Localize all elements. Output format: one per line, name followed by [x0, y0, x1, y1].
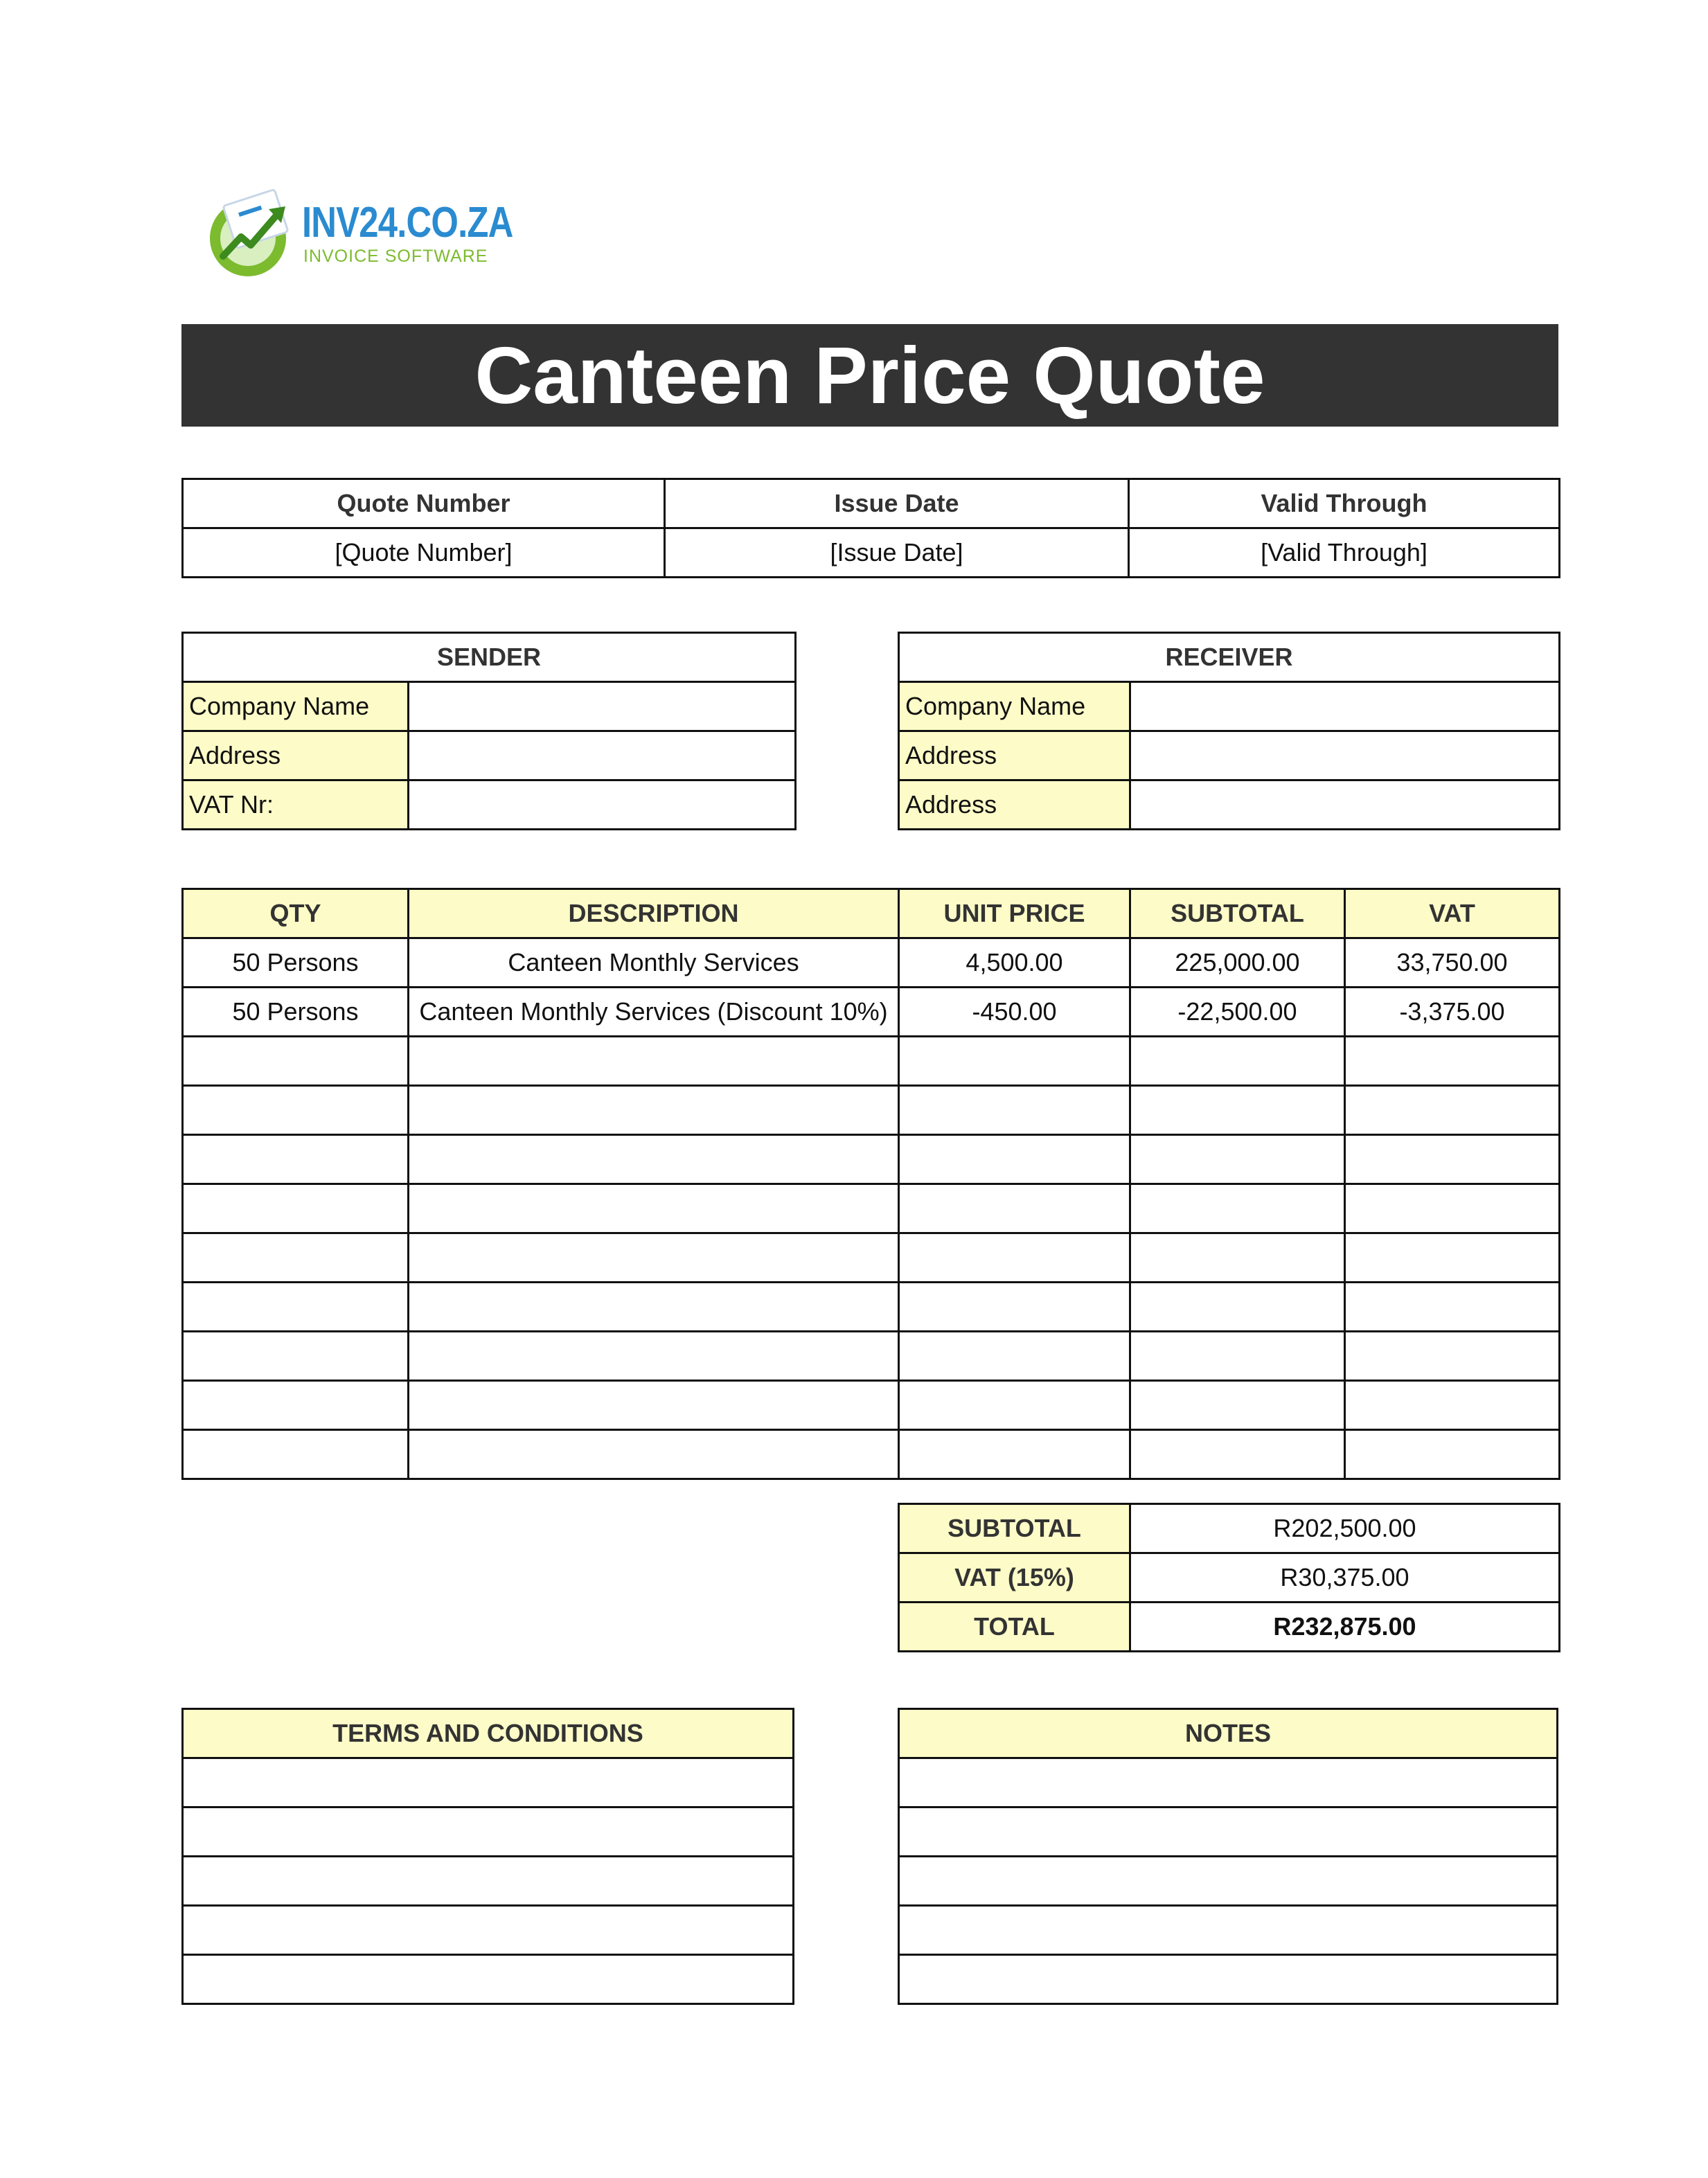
description-cell[interactable]	[409, 1086, 899, 1135]
qty-cell[interactable]	[183, 1184, 409, 1233]
sender-vat-field[interactable]	[409, 780, 796, 830]
subtotal-cell[interactable]	[1130, 1381, 1345, 1430]
vat-cell[interactable]	[1345, 1037, 1560, 1086]
notes-line[interactable]	[899, 1906, 1558, 1955]
qty-cell[interactable]	[183, 1135, 409, 1184]
vat-label: VAT (15%)	[899, 1553, 1130, 1603]
terms-heading: TERMS AND CONDITIONS	[183, 1709, 794, 1758]
sender-heading: SENDER	[183, 633, 796, 682]
unit-price-cell[interactable]	[899, 1430, 1130, 1479]
unit-price-header: UNIT PRICE	[899, 889, 1130, 938]
unit-price-cell[interactable]	[899, 1233, 1130, 1283]
sender-address-field[interactable]	[409, 731, 796, 780]
valid-through-field[interactable]: [Valid Through]	[1129, 528, 1560, 578]
total-value: R232,875.00	[1130, 1603, 1560, 1652]
subtotal-cell[interactable]	[1130, 1233, 1345, 1283]
description-cell[interactable]	[409, 1037, 899, 1086]
vat-cell[interactable]	[1345, 1233, 1560, 1283]
meta-value-row	[183, 528, 1560, 578]
item-row	[183, 1184, 1560, 1233]
quote-number-field[interactable]: [Quote Number]	[183, 528, 665, 578]
qty-cell[interactable]	[183, 1233, 409, 1283]
receiver-company-label: Company Name	[899, 682, 1130, 731]
items-header-row	[183, 889, 1560, 938]
terms-table	[181, 1708, 794, 2005]
qty-cell[interactable]	[183, 1086, 409, 1135]
receiver-address2-label: Address	[899, 780, 1130, 830]
item-row	[183, 1381, 1560, 1430]
item-row	[183, 1430, 1560, 1479]
receiver-table	[898, 632, 1560, 830]
totals-table	[898, 1503, 1560, 1652]
vat-header: VAT	[1345, 889, 1560, 938]
qty-header: QTY	[183, 889, 409, 938]
vat-cell[interactable]	[1345, 1086, 1560, 1135]
description-cell[interactable]	[409, 1332, 899, 1381]
notes-line[interactable]	[899, 1807, 1558, 1857]
vat-cell[interactable]: 33,750.00	[1345, 938, 1560, 988]
sender-vat-label: VAT Nr:	[183, 780, 409, 830]
vat-cell[interactable]	[1345, 1332, 1560, 1381]
item-row	[183, 988, 1560, 1037]
receiver-company-field[interactable]	[1130, 682, 1560, 731]
subtotal-cell[interactable]	[1130, 1430, 1345, 1479]
vat-cell[interactable]	[1345, 1430, 1560, 1479]
line-items-table	[181, 888, 1560, 1480]
subtotal-value: R202,500.00	[1130, 1504, 1560, 1553]
item-row	[183, 1233, 1560, 1283]
description-cell[interactable]	[409, 1135, 899, 1184]
total-label: TOTAL	[899, 1603, 1130, 1652]
unit-price-cell[interactable]: -450.00	[899, 988, 1130, 1037]
qty-cell[interactable]	[183, 1037, 409, 1086]
qty-cell[interactable]	[183, 1332, 409, 1381]
qty-cell[interactable]	[183, 1381, 409, 1430]
description-cell[interactable]	[409, 1283, 899, 1332]
growth-arrow-icon	[208, 188, 298, 278]
description-header: DESCRIPTION	[409, 889, 899, 938]
description-cell[interactable]	[409, 1381, 899, 1430]
terms-line[interactable]	[183, 1906, 794, 1955]
subtotal-cell[interactable]	[1130, 1037, 1345, 1086]
quote-meta-table	[181, 478, 1560, 578]
subtotal-cell[interactable]	[1130, 1332, 1345, 1381]
vat-cell[interactable]	[1345, 1184, 1560, 1233]
receiver-address2-field[interactable]	[1130, 780, 1560, 830]
terms-line[interactable]	[183, 1758, 794, 1807]
subtotal-cell[interactable]	[1130, 1184, 1345, 1233]
item-row	[183, 938, 1560, 988]
description-cell[interactable]	[409, 1233, 899, 1283]
notes-heading: NOTES	[899, 1709, 1558, 1758]
sender-table	[181, 632, 797, 830]
subtotal-label: SUBTOTAL	[899, 1504, 1130, 1553]
terms-line[interactable]	[183, 1807, 794, 1857]
meta-header-row	[183, 479, 1560, 528]
subtotal-cell[interactable]: 225,000.00	[1130, 938, 1345, 988]
description-cell[interactable]	[409, 1430, 899, 1479]
subtotal-cell[interactable]	[1130, 1086, 1345, 1135]
vat-cell[interactable]	[1345, 1283, 1560, 1332]
description-cell[interactable]: Canteen Monthly Services	[409, 938, 899, 988]
qty-cell[interactable]: 50 Persons	[183, 988, 409, 1037]
subtotal-cell[interactable]: -22,500.00	[1130, 988, 1345, 1037]
terms-line[interactable]	[183, 1857, 794, 1906]
item-row	[183, 1283, 1560, 1332]
sender-company-label: Company Name	[183, 682, 409, 731]
brand-logo	[208, 188, 513, 278]
qty-cell[interactable]	[183, 1430, 409, 1479]
description-cell[interactable]: Canteen Monthly Services (Discount 10%)	[409, 988, 899, 1037]
vat-cell[interactable]: -3,375.00	[1345, 988, 1560, 1037]
issue-date-header: Issue Date	[665, 479, 1129, 528]
sender-company-field[interactable]	[409, 682, 796, 731]
unit-price-cell[interactable]: 4,500.00	[899, 938, 1130, 988]
receiver-address-label: Address	[899, 731, 1130, 780]
logo-wordmark: INV24.CO.ZA	[302, 199, 513, 247]
item-row	[183, 1086, 1560, 1135]
notes-line[interactable]	[899, 1955, 1558, 2004]
document-title: Canteen Price Quote	[181, 324, 1558, 427]
unit-price-cell[interactable]	[899, 1184, 1130, 1233]
subtotal-header: SUBTOTAL	[1130, 889, 1345, 938]
sender-address-label: Address	[183, 731, 409, 780]
notes-line[interactable]	[899, 1857, 1558, 1906]
unit-price-cell[interactable]	[899, 1135, 1130, 1184]
issue-date-field[interactable]: [Issue Date]	[665, 528, 1129, 578]
item-row	[183, 1135, 1560, 1184]
description-cell[interactable]	[409, 1184, 899, 1233]
notes-table	[898, 1708, 1558, 2005]
unit-price-cell[interactable]	[899, 1283, 1130, 1332]
subtotal-cell[interactable]	[1130, 1135, 1345, 1184]
qty-cell[interactable]	[183, 1283, 409, 1332]
quote-number-header: Quote Number	[183, 479, 665, 528]
notes-line[interactable]	[899, 1758, 1558, 1807]
vat-cell[interactable]	[1345, 1135, 1560, 1184]
valid-through-header: Valid Through	[1129, 479, 1560, 528]
unit-price-cell[interactable]	[899, 1381, 1130, 1430]
vat-cell[interactable]	[1345, 1381, 1560, 1430]
unit-price-cell[interactable]	[899, 1086, 1130, 1135]
terms-line[interactable]	[183, 1955, 794, 2004]
item-row	[183, 1332, 1560, 1381]
unit-price-cell[interactable]	[899, 1332, 1130, 1381]
receiver-address-field[interactable]	[1130, 731, 1560, 780]
subtotal-cell[interactable]	[1130, 1283, 1345, 1332]
item-row	[183, 1037, 1560, 1086]
qty-cell[interactable]: 50 Persons	[183, 938, 409, 988]
logo-tagline: INVOICE SOFTWARE	[303, 247, 488, 266]
unit-price-cell[interactable]	[899, 1037, 1130, 1086]
vat-value: R30,375.00	[1130, 1553, 1560, 1603]
receiver-heading: RECEIVER	[899, 633, 1560, 682]
